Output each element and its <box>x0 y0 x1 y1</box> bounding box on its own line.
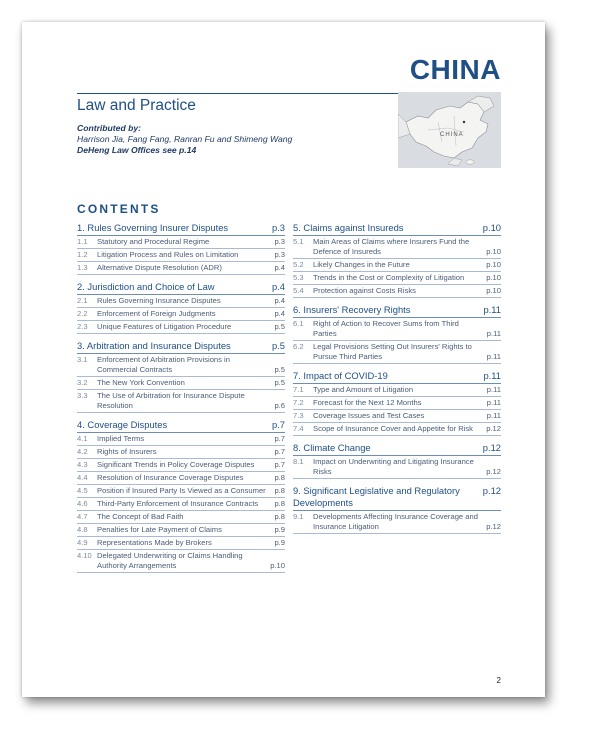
item-title: Legal Provisions Setting Out Insurers' Rights to Pursue Third Parties <box>313 342 472 361</box>
contents-item[interactable] <box>293 384 501 397</box>
section-title: 5. Claims against Insureds <box>293 222 404 233</box>
item-number: 6.2 <box>293 342 304 351</box>
section-title: 3. Arbitration and Insurance Disputes <box>77 340 231 351</box>
contents-section <box>77 281 285 334</box>
item-title: Trends in the Cost or Complexity of Litigation <box>313 273 465 282</box>
contents-heading: CONTENTS <box>77 202 161 216</box>
section-page: p.11 <box>483 370 501 381</box>
item-number: 5.1 <box>293 237 304 246</box>
contributors-block <box>77 123 292 157</box>
contents-section <box>293 442 501 479</box>
item-title: Resolution of Insurance Coverage Disputes <box>97 473 244 482</box>
contents-item[interactable] <box>77 377 285 390</box>
contents-section <box>293 222 501 298</box>
item-number: 7.4 <box>293 424 304 433</box>
section-heading[interactable] <box>77 222 285 236</box>
contents-item[interactable] <box>77 511 285 524</box>
item-title: The New York Convention <box>97 378 185 387</box>
section-page: p.12 <box>482 485 501 496</box>
item-number: 4.3 <box>77 460 88 469</box>
section-title: 9. Significant Legislative and Regulatory Developments <box>293 485 460 508</box>
section-heading[interactable] <box>77 419 285 433</box>
contents-section <box>77 340 285 413</box>
item-number: 4.10 <box>77 551 92 560</box>
item-page: p.10 <box>270 561 285 570</box>
section-heading[interactable] <box>293 222 501 236</box>
item-title: Significant Trends in Policy Coverage Disputes <box>97 460 255 469</box>
item-number: 3.2 <box>77 378 88 387</box>
item-page: p.3 <box>274 250 285 259</box>
item-title: Coverage Issues and Test Cases <box>313 411 425 420</box>
contents-item[interactable] <box>77 236 285 249</box>
item-page: p.4 <box>274 309 285 318</box>
section-heading[interactable] <box>293 485 501 511</box>
item-title: Main Areas of Claims where Insurers Fund the Defence of Insureds <box>313 237 470 256</box>
item-number: 5.3 <box>293 273 304 282</box>
item-title: Delegated Underwriting or Claims Handling Authority Arrangements <box>97 551 243 570</box>
item-title: Scope of Insurance Cover and Appetite for Risk <box>313 424 473 433</box>
section-heading[interactable] <box>293 442 501 456</box>
item-title: Protection against Costs Risks <box>313 286 416 295</box>
section-page: p.4 <box>271 281 285 292</box>
contents-item[interactable] <box>77 433 285 446</box>
item-number: 3.3 <box>77 391 88 400</box>
item-page: p.11 <box>486 411 501 420</box>
contents-item[interactable] <box>293 285 501 298</box>
country-title: CHINA <box>409 54 501 85</box>
item-page: p.11 <box>486 385 501 394</box>
item-number: 4.1 <box>77 434 88 443</box>
item-page: p.12 <box>486 522 501 531</box>
contents-left-column <box>77 222 285 579</box>
item-page: p.8 <box>274 486 285 495</box>
section-heading[interactable] <box>77 340 285 354</box>
item-number: 3.1 <box>77 355 88 364</box>
contents-section <box>77 419 285 573</box>
item-number: 4.9 <box>77 538 88 547</box>
item-title: Rights of Insurers <box>97 447 157 456</box>
item-page: p.12 <box>486 467 501 476</box>
item-title: Enforcement of Arbitration Provisions in Commercial Contracts <box>97 355 230 374</box>
page-number: 2 <box>496 676 501 685</box>
contents-item[interactable] <box>77 524 285 537</box>
item-title: Right of Action to Recover Sums from Third Parties <box>313 319 459 338</box>
contents-item[interactable] <box>77 308 285 321</box>
contents-item[interactable] <box>77 459 285 472</box>
item-page: p.5 <box>274 322 285 331</box>
item-page: p.10 <box>486 286 501 295</box>
item-number: 4.7 <box>77 512 88 521</box>
item-number: 5.4 <box>293 286 304 295</box>
item-number: 7.2 <box>293 398 304 407</box>
contributed-label: Contributed by: <box>77 123 141 133</box>
contents-item[interactable] <box>293 259 501 272</box>
contents-section <box>293 304 501 364</box>
item-page: p.10 <box>486 260 501 269</box>
section-title: 4. Coverage Disputes <box>77 419 168 430</box>
item-number: 7.3 <box>293 411 304 420</box>
item-number: 1.1 <box>77 237 88 246</box>
item-title: Representations Made by Brokers <box>97 538 212 547</box>
item-title: The Concept of Bad Faith <box>97 512 184 521</box>
item-page: p.10 <box>486 273 501 282</box>
section-title: 1. Rules Governing Insurer Disputes <box>77 222 229 233</box>
item-title: Developments Affecting Insurance Coverage and Insurance Litigation <box>313 512 478 531</box>
section-page: p.10 <box>482 222 501 233</box>
contents-section <box>293 485 501 534</box>
item-page: p.5 <box>274 378 285 387</box>
section-title: 6. Insurers' Recovery Rights <box>293 304 411 315</box>
item-page: p.4 <box>274 296 285 305</box>
item-page: p.9 <box>274 525 285 534</box>
item-title: Position if Insured Party Is Viewed as a Consumer <box>97 486 266 495</box>
page-title: Law and Practice <box>77 97 196 114</box>
contents-item[interactable] <box>77 498 285 511</box>
section-title: 8. Climate Change <box>293 442 371 453</box>
item-number: 2.3 <box>77 322 88 331</box>
section-heading[interactable] <box>293 304 501 318</box>
item-page: p.8 <box>274 499 285 508</box>
contents-item[interactable] <box>77 249 285 262</box>
contents-item[interactable] <box>293 236 501 259</box>
item-title: The Use of Arbitration for Insurance Dispute Resolution <box>97 391 245 410</box>
item-title: Statutory and Procedural Regime <box>97 237 210 246</box>
item-page: p.5 <box>274 365 285 374</box>
item-title: Implied Terms <box>97 434 145 443</box>
contents-item[interactable] <box>77 295 285 308</box>
item-title: Rules Governing Insurance Disputes <box>97 296 221 305</box>
section-page: p.3 <box>271 222 285 233</box>
item-page: p.3 <box>274 237 285 246</box>
section-heading[interactable] <box>77 281 285 295</box>
item-title: Enforcement of Foreign Judgments <box>97 309 216 318</box>
item-title: Alternative Dispute Resolution (ADR) <box>97 263 222 272</box>
item-page: p.7 <box>274 434 285 443</box>
item-number: 7.1 <box>293 385 304 394</box>
section-heading[interactable] <box>293 370 501 384</box>
contents-right-column <box>293 222 501 540</box>
contents-item[interactable] <box>77 262 285 275</box>
item-title: Impact on Underwriting and Litigating Insurance Risks <box>313 457 474 476</box>
item-title: Type and Amount of Litigation <box>313 385 414 394</box>
item-number: 2.1 <box>77 296 88 305</box>
item-page: p.8 <box>274 473 285 482</box>
item-page: p.7 <box>274 460 285 469</box>
item-number: 4.6 <box>77 499 88 508</box>
contributor-names: Harrison Jia, Fang Fang, Ranran Fu and Shimeng Wang <box>77 134 293 145</box>
section-page: p.7 <box>271 419 285 430</box>
firm-name: DeHeng Law Offices see p.14 <box>77 145 197 156</box>
item-page: p.11 <box>486 398 501 407</box>
section-title: 2. Jurisdiction and Choice of Law <box>77 281 215 292</box>
contents-item[interactable] <box>77 550 285 573</box>
section-title: 7. Impact of COVID-19 <box>293 370 388 381</box>
item-number: 4.2 <box>77 447 88 456</box>
contents-item[interactable] <box>293 318 501 341</box>
contents-item[interactable] <box>293 511 501 534</box>
item-page: p.8 <box>274 512 285 521</box>
contents-item[interactable] <box>293 423 501 436</box>
item-number: 4.5 <box>77 486 88 495</box>
item-number: 1.2 <box>77 250 88 259</box>
contents-item[interactable] <box>293 272 501 285</box>
item-page: p.9 <box>274 538 285 547</box>
china-map-icon <box>398 92 501 168</box>
item-page: p.7 <box>274 447 285 456</box>
contents-item[interactable] <box>77 537 285 550</box>
item-title: Litigation Process and Rules on Limitation <box>97 250 239 259</box>
item-page: p.6 <box>274 401 285 410</box>
contents-item[interactable] <box>77 390 285 413</box>
item-number: 9.1 <box>293 512 304 521</box>
contents-item[interactable] <box>293 341 501 364</box>
contents-item[interactable] <box>77 446 285 459</box>
contents-section <box>77 222 285 275</box>
item-number: 4.8 <box>77 525 88 534</box>
contents-section <box>293 370 501 436</box>
section-page: p.11 <box>483 304 501 315</box>
contents-item[interactable] <box>293 456 501 479</box>
item-number: 1.3 <box>77 263 88 272</box>
item-title: Likely Changes in the Future <box>313 260 410 269</box>
contents-item[interactable] <box>77 354 285 377</box>
item-title: Third-Party Enforcement of Insurance Contracts <box>97 499 259 508</box>
contents-item[interactable] <box>77 472 285 485</box>
item-page: p.11 <box>486 329 501 338</box>
map-label: CHINA <box>440 132 464 138</box>
item-title: Forecast for the Next 12 Months <box>313 398 422 407</box>
item-page: p.10 <box>486 247 501 256</box>
item-number: 5.2 <box>293 260 304 269</box>
item-page: p.4 <box>274 263 285 272</box>
contents-item[interactable] <box>77 321 285 334</box>
contents-item[interactable] <box>77 485 285 498</box>
contents-item[interactable] <box>293 410 501 423</box>
item-number: 8.1 <box>293 457 304 466</box>
item-number: 2.2 <box>77 309 88 318</box>
item-page: p.12 <box>486 424 501 433</box>
contents-item[interactable] <box>293 397 501 410</box>
section-page: p.5 <box>271 340 285 351</box>
item-number: 4.4 <box>77 473 88 482</box>
item-title: Penalties for Late Payment of Claims <box>97 525 222 534</box>
document-page <box>22 22 545 697</box>
item-title: Unique Features of Litigation Procedure <box>97 322 232 331</box>
item-page: p.11 <box>486 352 501 361</box>
section-page: p.12 <box>482 442 501 453</box>
item-number: 6.1 <box>293 319 304 328</box>
